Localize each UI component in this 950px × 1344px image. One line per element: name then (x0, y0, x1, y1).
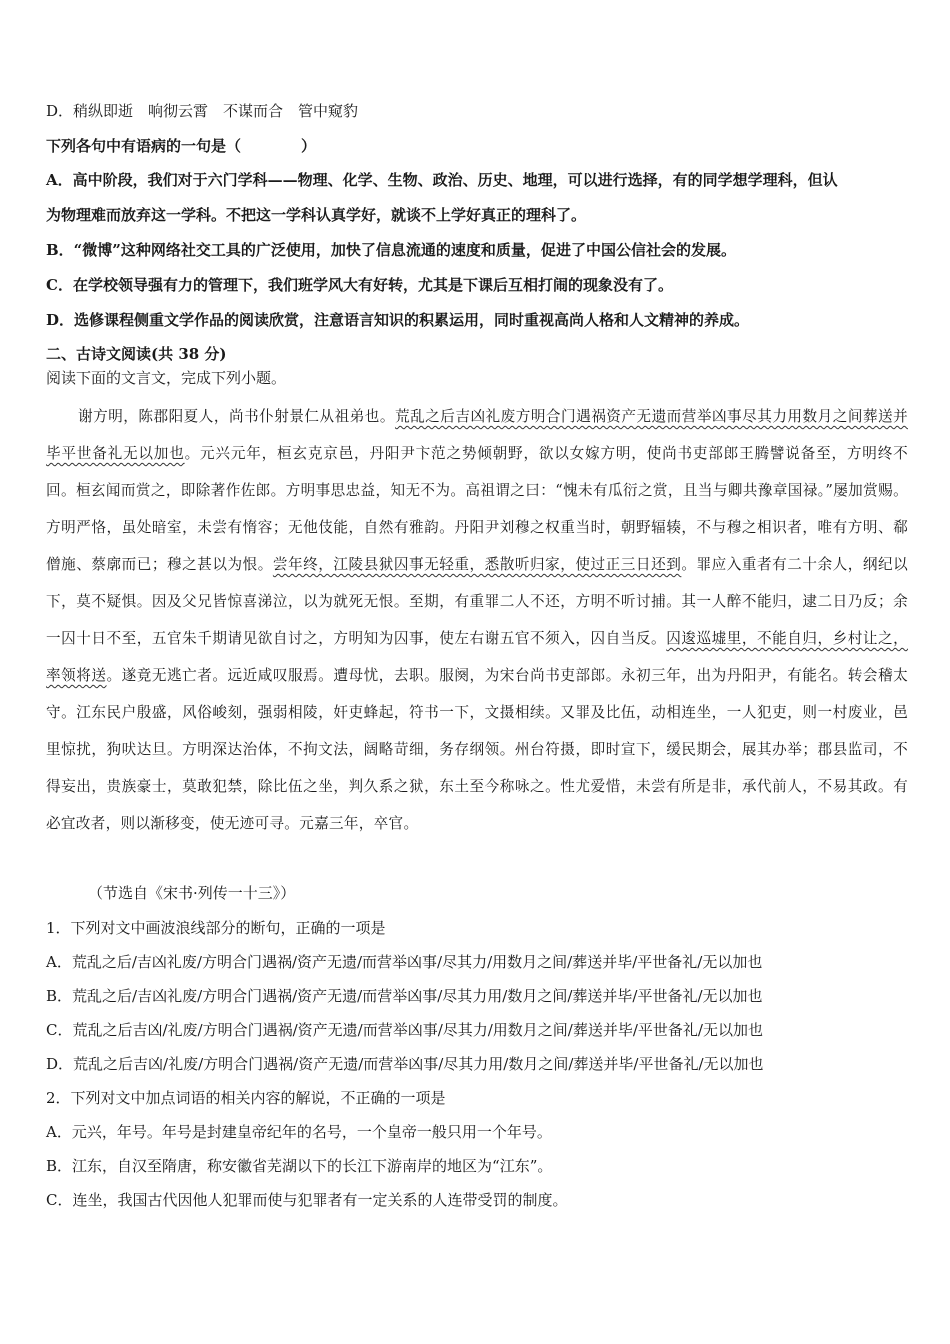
option-d: D．选修课程侧重文学作品的阅读欣赏，注意语言知识的积累运用，同时重视高尚人格和人文精神的养成。 (46, 311, 750, 329)
q2-option-c: C．连坐，我国古代因他人犯罪而使与犯罪者有一定关系的人连带受罚的制度。 (46, 1191, 568, 1209)
question-sick-sentence-stem: 下列各句中有语病的一句是（ ） (46, 137, 317, 155)
q1-option-c: C．荒乱之后吉凶/礼废/方明合门遇祸/资产无遗/而营举凶事/尽其力/用数月之间/葬送并毕/平世备礼/无以加也 (46, 1021, 763, 1039)
wavy-underlined-text-1: 荒乱之后吉凶礼废方明合门遇祸资产无遗而营举凶事尽其力用数月之间葬送并毕平世备礼无以加也 (46, 408, 908, 462)
option-c: C．在学校领导强有力的管理下，我们班学风大有好转，尤其是下课后互相打闹的现象没有了。 (46, 276, 673, 294)
q1-option-a: A．荒乱之后/吉凶礼废/方明合门遇祸/资产无遗/而营举凶事/尽其力/用数月之间/葬送并毕/平世备礼/无以加也 (46, 953, 763, 971)
q2-stem: 2．下列对文中加点词语的相关内容的解说，不正确的一项是 (46, 1089, 446, 1107)
prev-option-d: D．稍纵即逝 响彻云霄 不谋而合 管中窥豹 (46, 102, 359, 120)
option-b: B．“微博”这种网络社交工具的广泛使用，加快了信息流通的速度和质量，促进了中国公信社会的发展。 (46, 241, 736, 259)
classical-passage (46, 398, 908, 842)
q1-option-d: D．荒乱之后吉凶/礼废/方明合门遇祸/资产无遗/而营举凶事/尽其力用/数月之间/葬送并毕/平世备礼/无以加也 (46, 1055, 764, 1073)
option-a-line2: 为物理难而放弃这一学科。不把这一学科认真学好，就谈不上学好真正的理科了。 (46, 206, 587, 224)
wavy-underlined-text-3: 囚逡巡墟里，不能自归，乡村让之，率领将送 (46, 630, 908, 684)
q2-option-a: A．元兴，年号。年号是封建皇帝纪年的名号，一个皇帝一般只用一个年号。 (46, 1123, 552, 1141)
passage-text-1: 谢方明，陈郡阳夏人，尚书仆射景仁从祖弟也。 (78, 408, 395, 425)
passage-text-4: 。遂竟无逃亡者。远近咸叹服焉。遭母忧，去职。服阕，为宋台尚书吏部郎。永初三年，出为丹阳尹，有能名。转会稽太守。江东民户殷盛，风俗峻刻，强弱相陵，奸吏蜂起，符书一下，文摄相续。又罪及比伍，动相连坐，一人犯吏，则一村废业，邑里惊扰，狗吠达旦。方明深达治体，不拘文法，阔略苛细，务存纲领。州台符摄，即时宣下，缓民期会，展其办举；郡县监司，不得妄出，贵族豪士，莫敢犯禁，除比伍之坐，判久系之狱，东土至今称咏之。性尤爱惜，未尝有所是非，承代前人，不易其政。有必宜改者，则以渐移变，使无迹可寻。元嘉三年，卒官。 (46, 667, 909, 832)
passage-text-2: 。元兴元年，桓玄克京邑，丹阳尹卞范之势倾朝野，欲以女嫁方明，使尚书吏部郎王腾譬说备至，方明终不回。桓玄闻而赏之，即除著作佐郎。方明事思忠益，知无不为。高祖谓之曰：“愧未有瓜衍之赏，且当与卿共豫章国禄。”屡加赏赐。方明严恪，虽处暗室，未尝有惰容；无他伎能，自然有雅韵。丹阳尹刘穆之权重当时，朝野辐辏，不与穆之相识者，唯有方明、郗僧施、蔡廓而已；穆之甚以为恨。 (46, 445, 909, 573)
passage-source: （节选自《宋书·列传一十三》） (88, 884, 296, 902)
wavy-underlined-text-2: 尝年终，江陵县狱囚事无轻重，悉散听归家，使过正三日还到 (272, 556, 682, 573)
passage-text-3: 。罪应入重者有二十余人，纲纪以下，莫不疑惧。因及父兄皆惊喜涕泣，以为就死无恨。至期，有重罪二人不还，方明不听讨捕。其一人醉不能归，逮二日乃反；余一囚十日不至，五官朱千期请见欲自讨之，方明知为囚事，使左右谢五官不须入，囚自当反。 (46, 556, 908, 647)
q1-option-b: B．荒乱之后/吉凶礼废/方明合门遇祸/资产无遗/而营举凶事/尽其力用/数月之间/葬送并毕/平世备礼/无以加也 (46, 987, 763, 1005)
section-intro: 阅读下面的文言文，完成下列小题。 (46, 369, 287, 387)
q1-stem: 1．下列对文中画波浪线部分的断句，正确的一项是 (46, 919, 386, 937)
q2-option-b: B．江东，自汉至隋唐，称安徽省芜湖以下的长江下游南岸的地区为“江东”。 (46, 1157, 553, 1175)
option-a-line1: A．高中阶段，我们对于六门学科——物理、化学、生物、政治、历史、地理，可以进行选择，有的同学想学理科，但认 (46, 171, 838, 189)
section-title: 二、古诗文阅读(共 38 分) (46, 345, 227, 363)
